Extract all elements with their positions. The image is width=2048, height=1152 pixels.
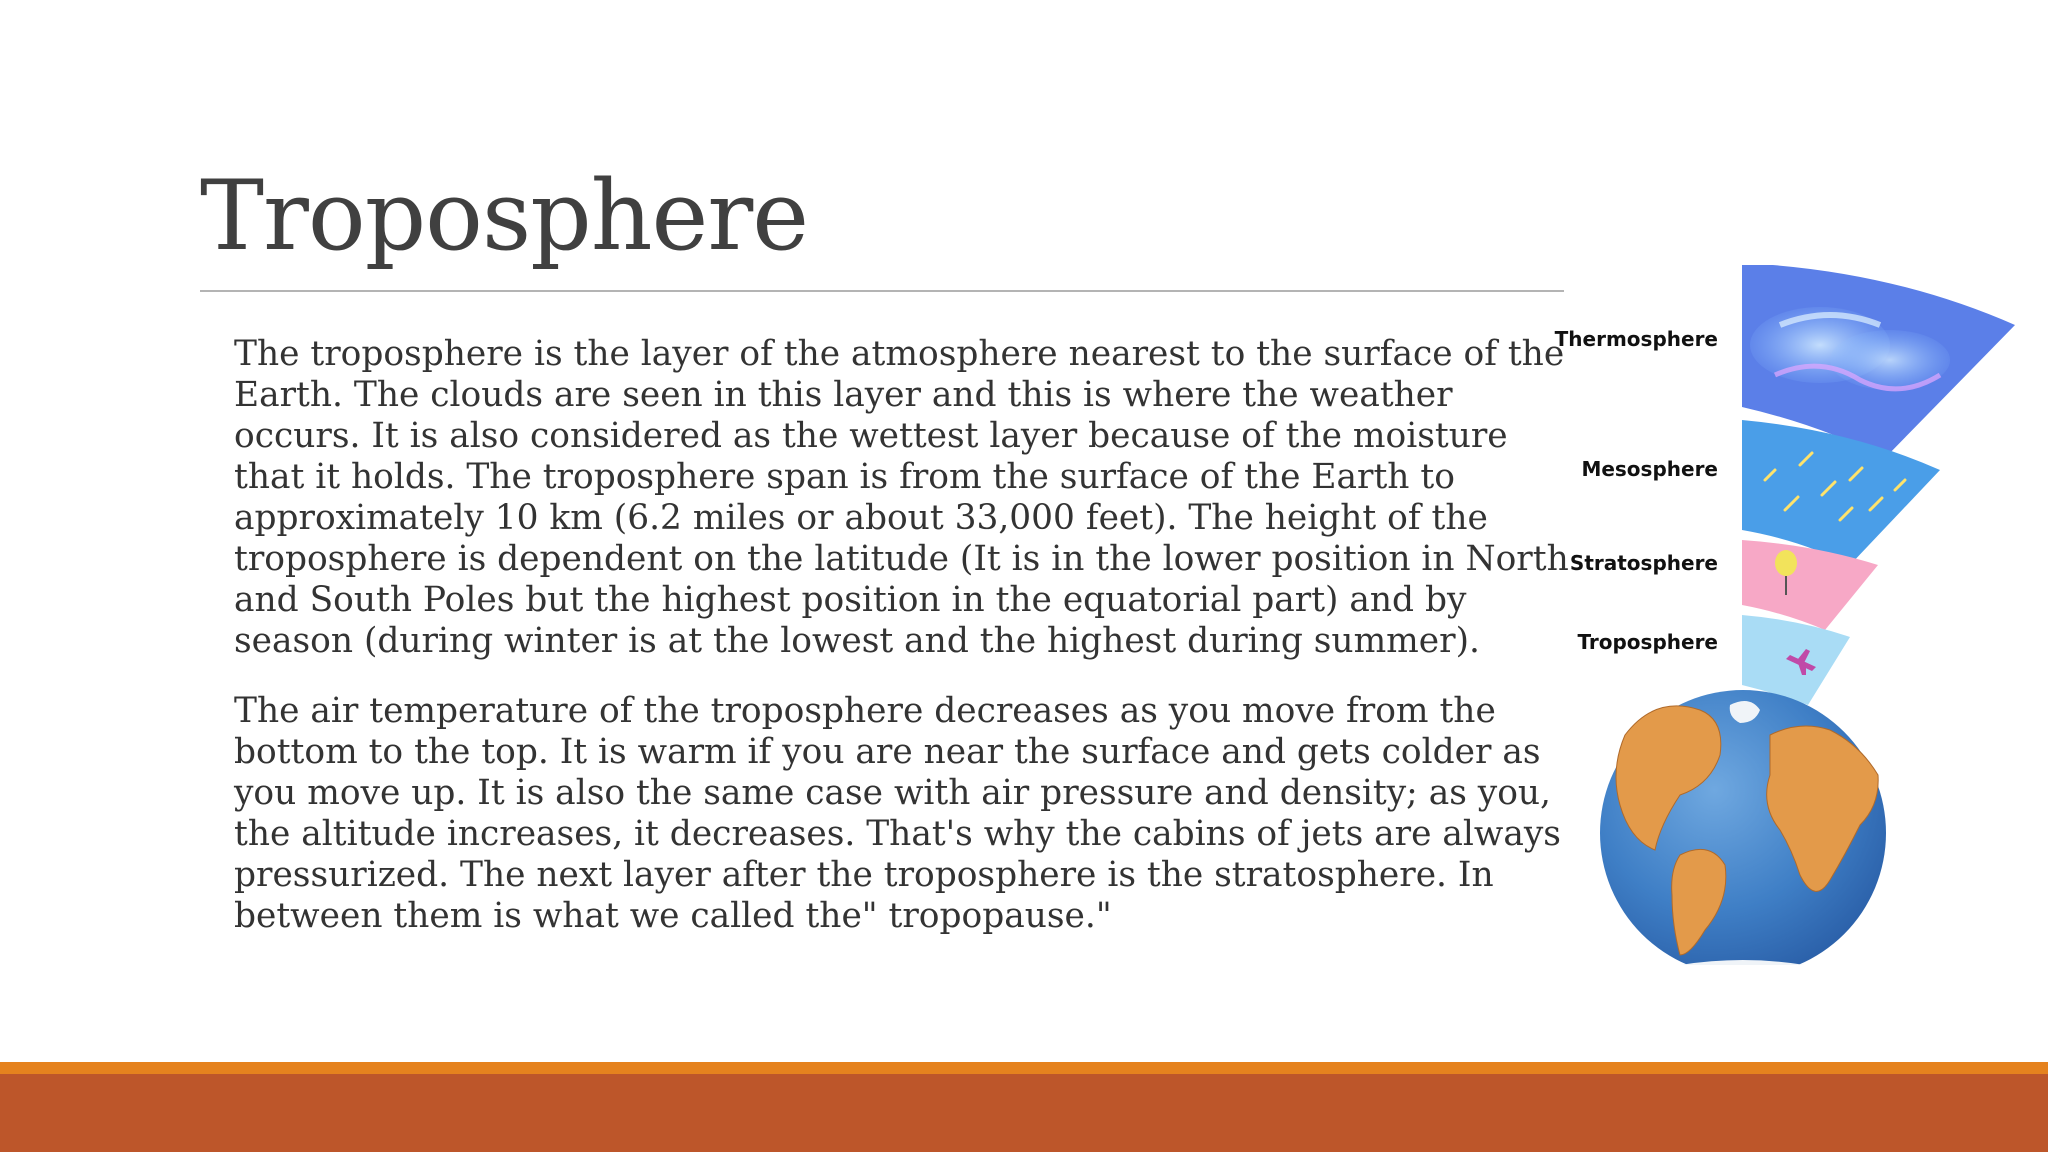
footer-accent-stripe (0, 1062, 2048, 1074)
layer-label-mesosphere: Mesosphere (1581, 457, 1718, 481)
atmosphere-layers-figure (1554, 265, 2030, 965)
slide-title: Troposphere (200, 160, 809, 272)
layer-label-troposphere: Troposphere (1577, 630, 1718, 654)
slide-body (234, 334, 1574, 966)
layer-label-stratosphere: Stratosphere (1569, 551, 1718, 575)
atmosphere-diagram (1560, 265, 2030, 965)
layer-label-thermosphere: Thermosphere (1554, 327, 1718, 351)
body-paragraph: The air temperature of the troposphere decreases as you move from the bottom to the top. It is warm if you are near the surface and gets colder as you move up. It is also the same case with air pressure and density; as you, the altitude increases, it decreases. That's why the cabins of jets are always pressurized. The next layer after the troposphere is the stratosphere. In between them is what we called the" tropopause." (234, 691, 1561, 936)
earth-globe-icon (1600, 690, 1886, 965)
body-paragraph: The troposphere is the layer of the atmosphere nearest to the surface of the Earth. The clouds are seen in this layer and this is where the weather occurs. It is also considered as the wettest layer because of the moisture that it holds. The troposphere span is from the surface of the Earth to approximately 10 km (6.2 miles or about 33,000 feet). The height of the troposphere is dependent on the latitude (It is in the lower position in North and South Poles but the highest position in the equatorial part) and by season (during winter is at the lowest and the highest during summer). (234, 334, 1569, 661)
title-divider (200, 290, 1564, 292)
footer-bar (0, 1074, 2048, 1152)
